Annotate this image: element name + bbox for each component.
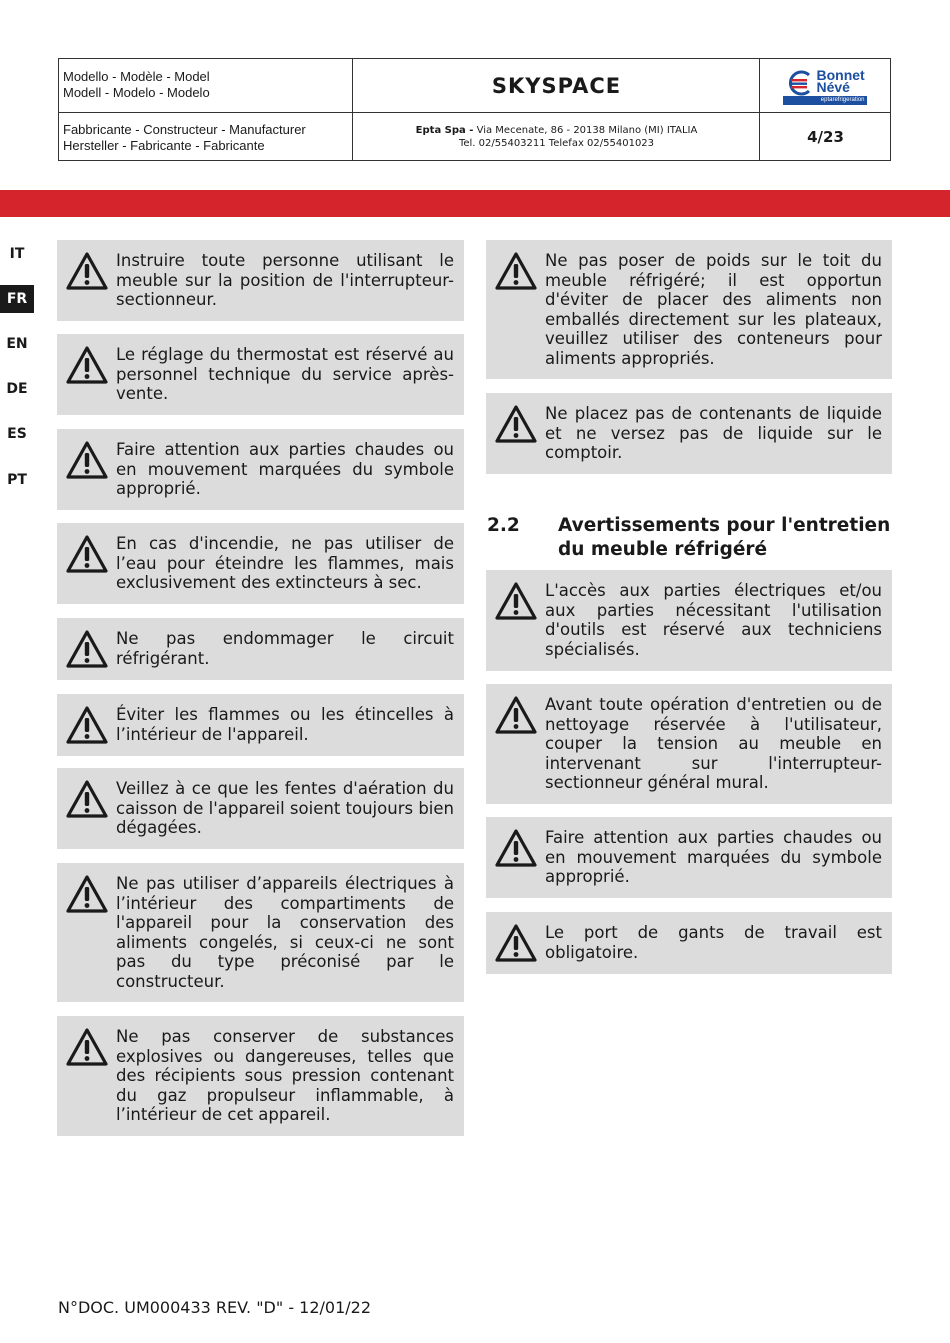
warning-triangle-icon — [494, 695, 538, 735]
warning-text: Avant toute opération d'entretien ou de nettoyage réservée à l'utilisateur, couper la tension au meuble en intervenant sur l'interrupteur-sectionneur général mural. — [545, 695, 882, 792]
manufacturer-label-line-1: Fabbricante - Constructeur - Manufacturer — [63, 122, 306, 137]
language-tab-pt[interactable]: PT — [7, 472, 27, 488]
language-tab-it[interactable]: IT — [9, 246, 25, 262]
model-label-line-1: Modello - Modèle - Model — [63, 69, 210, 84]
language-tab-de[interactable]: DE — [6, 381, 28, 397]
warning-box — [57, 523, 464, 604]
warning-text: L'accès aux parties électriques et/ou aux parties nécessitant l'utilisation d'outils est réservé aux techniciens spécialisés. — [545, 581, 882, 659]
page-number: 4/23 — [807, 128, 844, 146]
model-name: SKYSPACE — [491, 73, 622, 98]
warning-text: Faire attention aux parties chaudes ou en mouvement marquées du symbole approprié. — [545, 828, 882, 886]
model-label — [63, 69, 210, 101]
warning-box — [57, 694, 464, 756]
warning-text: Instruire toute personne utilisant le meuble sur la position de l'interrupteur-sectionneur. — [116, 251, 454, 309]
manufacturer-label — [63, 122, 306, 154]
warning-triangle-icon — [65, 629, 109, 669]
warning-box — [486, 684, 892, 804]
warning-triangle-icon — [65, 705, 109, 745]
language-tab-fr[interactable]: FR — [0, 285, 34, 313]
warning-triangle-icon — [65, 1027, 109, 1067]
section-number: 2.2 — [487, 515, 520, 536]
warning-triangle-icon — [494, 404, 538, 444]
brand-logo — [760, 59, 891, 112]
language-tab-en[interactable]: EN — [6, 336, 28, 352]
warning-box — [486, 393, 892, 474]
warning-box — [57, 240, 464, 321]
warning-text: Faire attention aux parties chaudes ou en mouvement marquées du symbole approprié. — [116, 440, 454, 498]
warning-text: Ne pas utiliser d’appareils électriques à l’intérieur des compartiments de l'appareil pour la conservation des aliments congelés, si ceux-ci ne sont pas du type préconisé par le constructeur. — [116, 874, 454, 991]
warning-box — [57, 863, 464, 1002]
language-tab-es[interactable]: ES — [7, 426, 27, 442]
warning-text: Veillez à ce que les fentes d'aération du caisson de l'appareil soient toujours bien dégagées. — [116, 779, 454, 837]
warning-triangle-icon — [65, 534, 109, 574]
manufacturer-info — [353, 113, 760, 161]
brand-logo-icon — [785, 70, 815, 96]
document-footer: N°DOC. UM000433 REV. "D" - 12/01/22 — [58, 1298, 372, 1317]
warning-box — [486, 240, 892, 379]
warning-triangle-icon — [65, 779, 109, 819]
warning-text: Éviter les flammes ou les étincelles à l’intérieur de l'appareil. — [116, 705, 454, 744]
warning-triangle-icon — [494, 251, 538, 291]
brand-logo-text-2: Névé — [816, 78, 850, 95]
warning-box — [486, 817, 892, 898]
warning-text: Le port de gants de travail est obligatoire. — [545, 923, 882, 962]
section-title: Avertissements pour l'entretien du meuble réfrigéré — [558, 515, 891, 560]
warning-text: En cas d'incendie, ne pas utiliser de l’eau pour éteindre les flammes, mais exclusivement des extincteurs à sec. — [116, 534, 454, 592]
warning-text: Ne pas poser de poids sur le toit du meuble réfrigéré; il est opportun d'éviter de placer des aliments non emballés directement sur les plateaux, veuillez utiliser des conteneurs pour aliments appropriés. — [545, 251, 882, 368]
warning-triangle-icon — [65, 251, 109, 291]
manufacturer-company: Epta Spa - — [415, 125, 474, 136]
warning-text: Ne placez pas de contenants de liquide et ne versez pas de liquide sur le comptoir. — [545, 404, 882, 462]
warning-box — [57, 768, 464, 849]
brand-logo-text-1: Bonnet — [816, 66, 865, 83]
warning-triangle-icon — [65, 440, 109, 480]
warning-box — [57, 429, 464, 510]
red-stripe — [0, 190, 950, 217]
manufacturer-phone: Tel. 02/55403211 Telefax 02/55401023 — [458, 138, 655, 149]
warning-triangle-icon — [65, 345, 109, 385]
warning-box — [486, 570, 892, 671]
manufacturer-label-line-2: Hersteller - Fabricante - Fabricante — [63, 138, 265, 153]
warning-box — [57, 618, 464, 680]
warning-triangle-icon — [65, 874, 109, 914]
warning-triangle-icon — [494, 581, 538, 621]
warning-box — [486, 912, 892, 974]
manufacturer-address: Via Mecenate, 86 - 20138 Milano (MI) ITALIA — [473, 125, 698, 136]
warning-box — [57, 334, 464, 415]
brand-logo-subtext: eptarefrigeration — [783, 96, 867, 105]
model-label-line-2: Modell - Modelo - Modelo — [63, 85, 210, 100]
document-header — [58, 58, 891, 161]
warning-triangle-icon — [494, 923, 538, 963]
warning-text: Ne pas endommager le circuit réfrigérant. — [116, 629, 454, 668]
warning-box — [57, 1016, 464, 1136]
warning-text: Le réglage du thermostat est réservé au personnel technique du service après-vente. — [116, 345, 454, 403]
warning-triangle-icon — [494, 828, 538, 868]
warning-text: Ne pas conserver de substances explosives ou dangereuses, telles que des récipients sous pression contenant du gaz propulseur inflammable, à l’intérieur de cet appareil. — [116, 1027, 454, 1124]
